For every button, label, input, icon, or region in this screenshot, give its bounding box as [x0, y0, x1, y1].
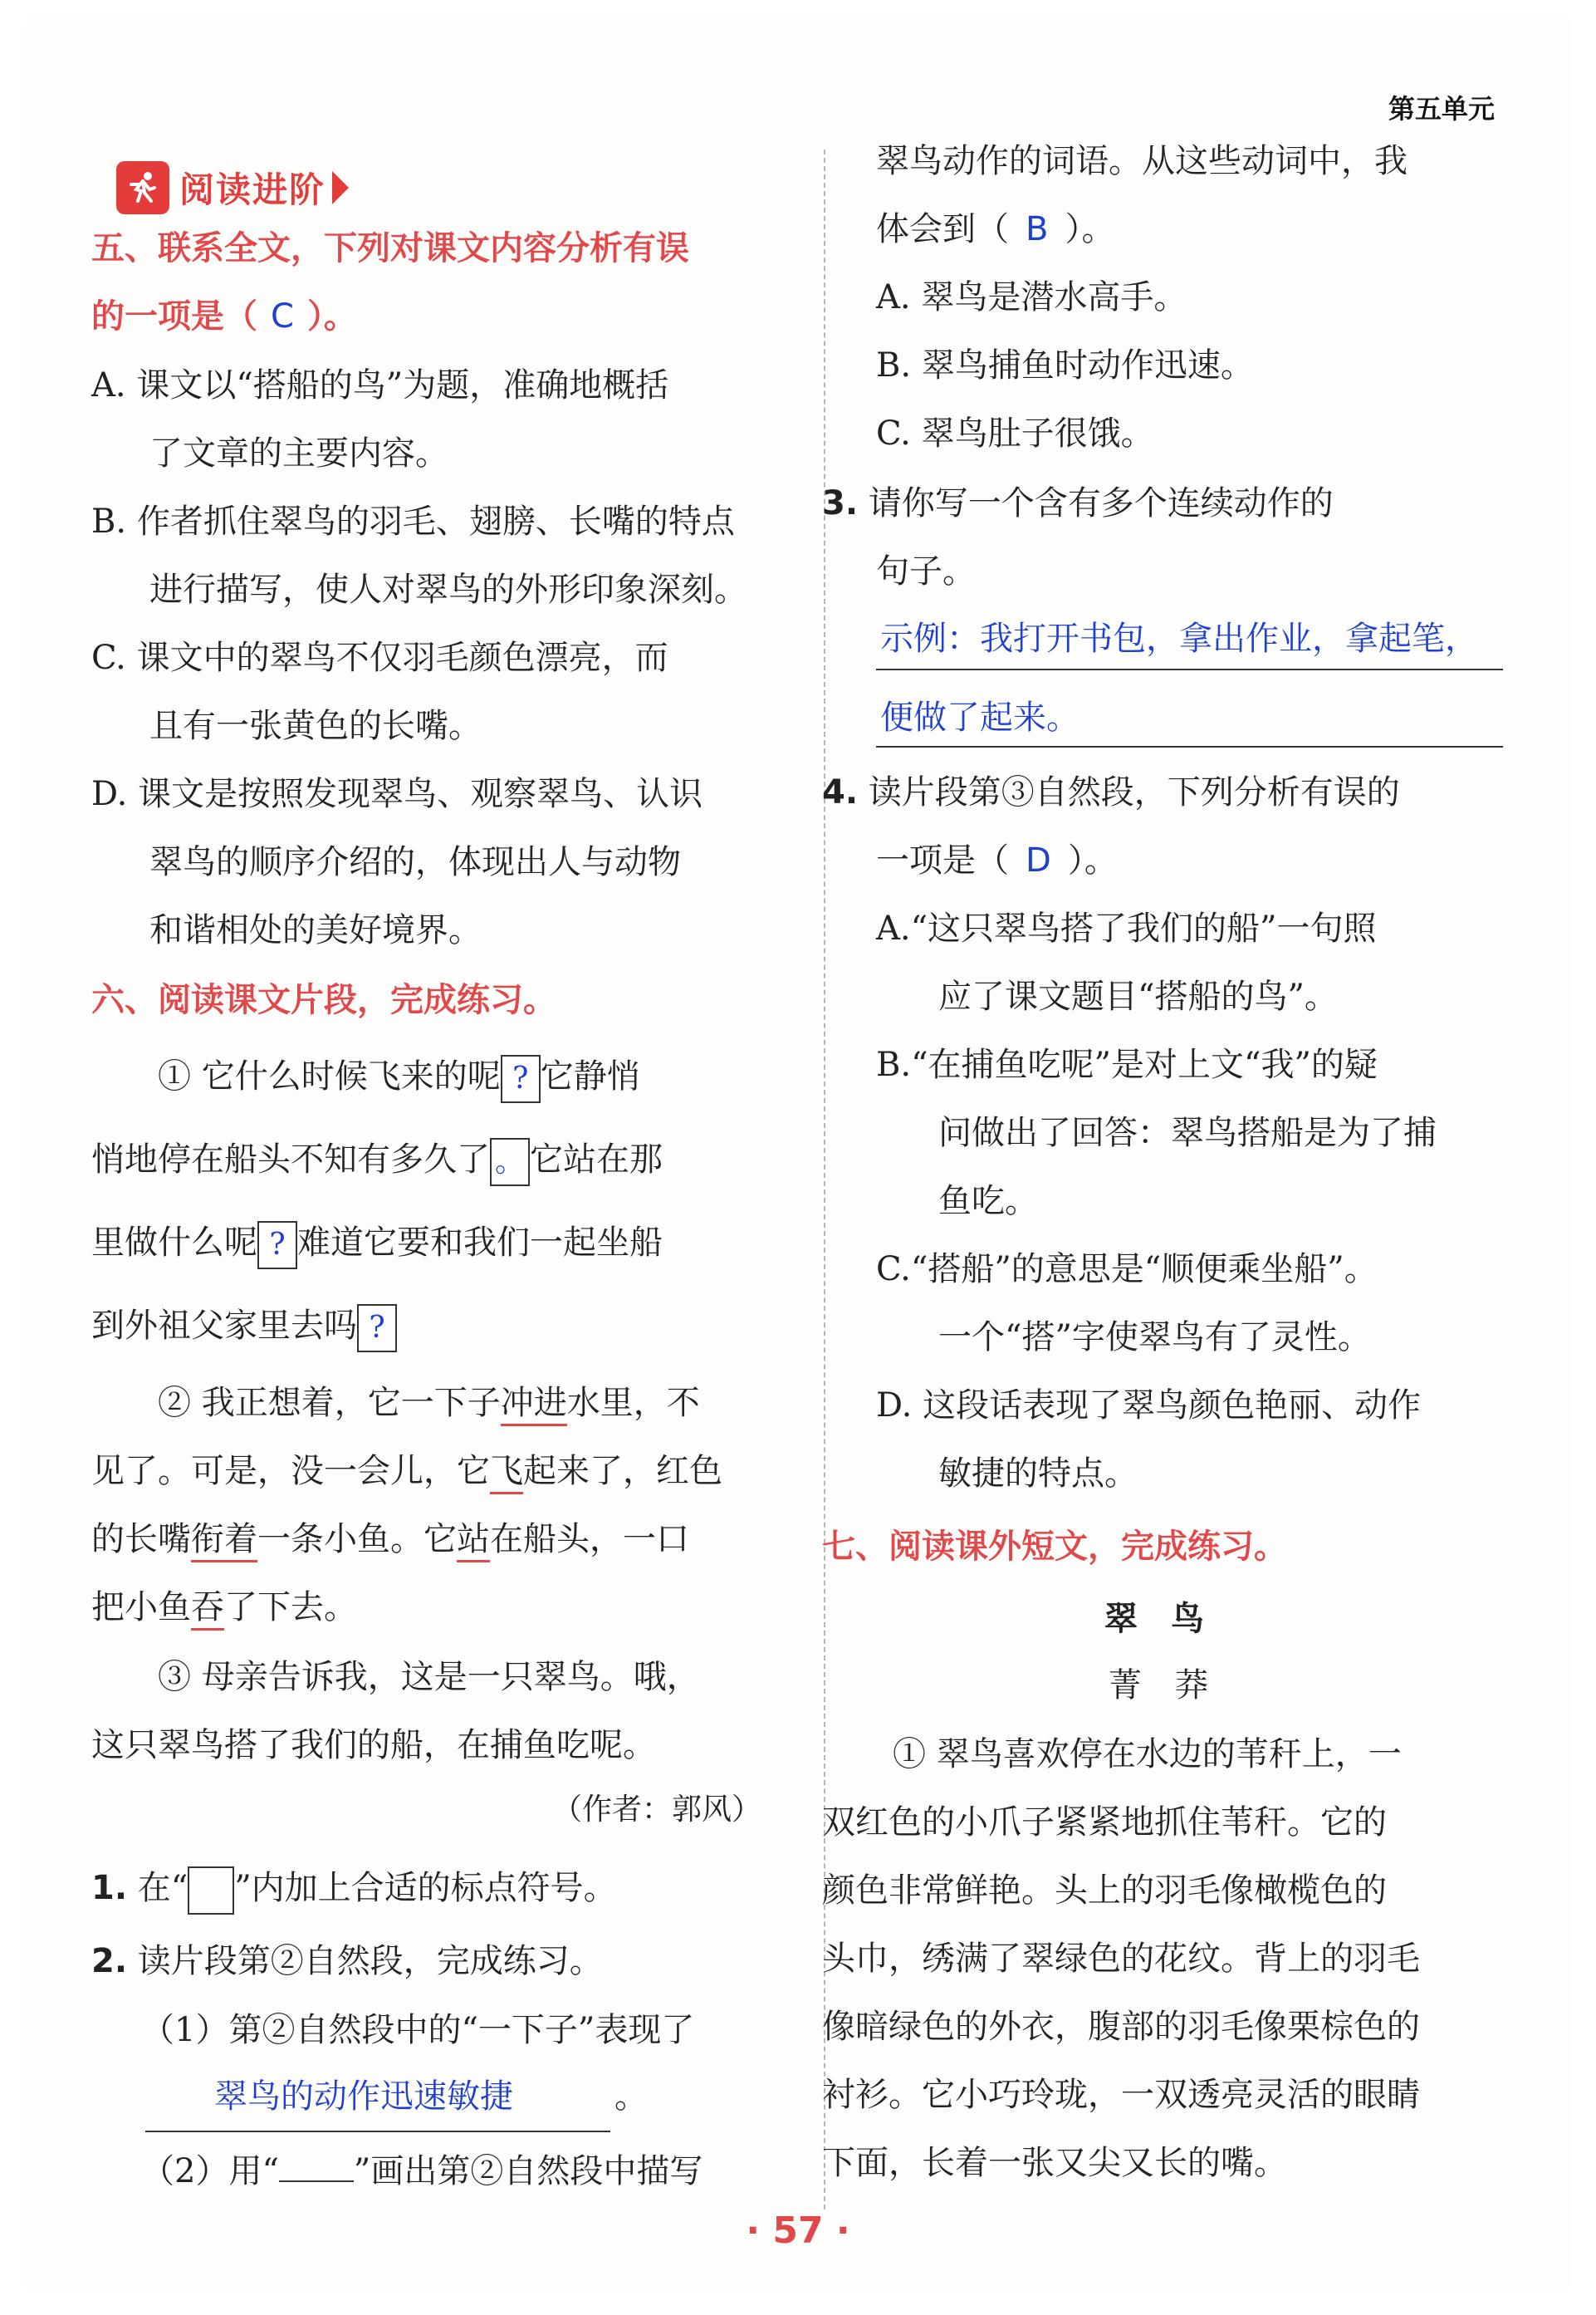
essay-line5: 像暗绿色的外衣，腹部的羽毛像栗棕色的	[822, 2008, 1420, 2046]
subq4-option-b: B.“在捕鱼吃呢”是对上文“我”的疑	[876, 1046, 1378, 1084]
underlined-verb: 吞	[191, 1588, 224, 1631]
essay-author: 菁 莽	[1109, 1666, 1208, 1704]
passage-p1-line2: 悄地停在船头不知有多久了 。 它站在那	[91, 1138, 663, 1186]
passage-p2-line4: 把小鱼吞了下去。	[91, 1587, 357, 1627]
subq4-option-c-cont: 一个“搭”字使翠鸟有了灵性。	[938, 1318, 1371, 1356]
section-badge-label: 阅读进阶	[179, 169, 326, 210]
subq3-line1: 3. 请你写一个含有多个连续动作的	[822, 484, 1334, 522]
sample-box	[188, 1866, 234, 1915]
punct-box-4[interactable]: ?	[357, 1304, 397, 1352]
passage-p2-line2: 见了。可是，没一会儿，它飞起来了，红色	[91, 1451, 722, 1491]
passage-p2-line3: 的长嘴衔着一条小鱼。它站在船头，一口	[91, 1519, 689, 1559]
q7-title: 七、阅读课外短文，完成练习。	[822, 1528, 1287, 1566]
answer-line	[876, 746, 1503, 748]
q5-option-b: B. 作者抓住翠鸟的羽毛、翅膀、长嘴的特点	[91, 503, 735, 541]
q5-option-d-cont2: 和谐相处的美好境界。	[149, 911, 482, 949]
subq2-2-option-a: A. 翠鸟是潜水高手。	[876, 278, 1187, 316]
passage-p3-line2: 这只翠鸟搭了我们的船，在捕鱼吃呢。	[91, 1726, 656, 1764]
subq2-2-cont: 翠鸟动作的词语。从这些动词中，我	[876, 142, 1408, 180]
punct-box-2[interactable]: 。	[490, 1138, 530, 1186]
subq3-answer-line1[interactable]: 示例：我打开书包，拿出作业，拿起笔，	[880, 620, 1478, 658]
essay-line2: 双红色的小爪子紧紧地抓住苇秆。它的	[822, 1803, 1387, 1842]
q5-option-d-cont1: 翠鸟的顺序介绍的，体现出人与动物	[149, 843, 681, 881]
q5-title-line2: 的一项是（ C ）。	[91, 297, 357, 336]
subq2-2-option-b: B. 翠鸟捕鱼时动作迅速。	[876, 346, 1254, 385]
essay-line4: 头巾，绣满了翠绿色的花纹。背上的羽毛	[822, 1940, 1420, 1978]
passage-p1-line4: 到外祖父家里去吗 ?	[91, 1304, 397, 1352]
underlined-verb: 站	[457, 1520, 490, 1562]
punct-box-1[interactable]: ?	[501, 1055, 541, 1103]
subq2-1-end: 。	[614, 2077, 648, 2116]
passage-p3-line1: ③ 母亲告诉我，这是一只翠鸟。哦，	[158, 1658, 700, 1696]
q5-option-c-cont: 且有一张黄色的长嘴。	[149, 707, 482, 745]
subq1: 1. 在“ ”内加上合适的标点符号。	[91, 1866, 617, 1915]
q6-title: 六、阅读课文片段，完成练习。	[91, 981, 556, 1019]
subq3-line2: 句子。	[876, 552, 976, 591]
subq4-option-a: A.“这只翠鸟搭了我们的船”一句照	[876, 910, 1377, 948]
passage-p2-line1: ② 我正想着，它一下子冲进水里，不	[158, 1383, 700, 1423]
q5-option-d: D. 课文是按照发现翠鸟、观察翠鸟、认识	[91, 775, 703, 813]
passage-author: （作者：郭风）	[552, 1793, 762, 1827]
subq4-option-d: D. 这段话表现了翠鸟颜色艳丽、动作	[876, 1386, 1422, 1425]
essay-line7: 下面，长着一张又尖又长的嘴。	[822, 2144, 1287, 2182]
subq2-2: （2）用“ ”画出第②自然段中描写	[141, 2152, 703, 2190]
subq4-line2: 一项是（ D ）。	[876, 841, 1118, 880]
subq4-option-d-cont: 敏捷的特点。	[938, 1454, 1138, 1493]
subq4-option-b-cont2: 鱼吃。	[938, 1182, 1038, 1220]
punct-box-3[interactable]: ?	[257, 1221, 297, 1269]
subq3-answer-line2[interactable]: 便做了起来。	[880, 699, 1080, 737]
q5-option-b-cont: 进行描写，使人对翠鸟的外形印象深刻。	[149, 571, 747, 609]
q5-option-a: A. 课文以“搭船的鸟”为题，准确地概括	[91, 366, 669, 405]
subq2-1: （1）第②自然段中的“一下子”表现了	[141, 2011, 695, 2049]
subq4-option-b-cont1: 问做出了回答：翠鸟搭船是为了捕	[938, 1114, 1437, 1152]
subq2-2-answer: B	[1026, 210, 1049, 248]
subq2-1-answer[interactable]: 翠鸟的动作迅速敏捷	[214, 2077, 513, 2116]
subq2: 2. 读片段第②自然段，完成练习。	[91, 1942, 603, 1980]
passage-p1-line1: ① 它什么时候飞来的呢 ? 它静悄	[158, 1055, 640, 1103]
underlined-verb: 冲进	[501, 1384, 567, 1426]
q5-option-c: C. 课文中的翠鸟不仅羽毛颜色漂亮，而	[91, 639, 668, 677]
page-number: · 57 ·	[746, 2210, 850, 2252]
answer-line	[145, 2131, 610, 2132]
badge-arrow-icon	[332, 171, 349, 204]
q5-option-a-cont: 了文章的主要内容。	[149, 434, 448, 473]
answer-line	[876, 669, 1503, 670]
section-badge	[116, 158, 349, 218]
running-person-icon	[116, 161, 169, 214]
underlined-verb: 衔着	[191, 1520, 257, 1562]
subq2-2-line2: 体会到（ B ）。	[876, 210, 1115, 248]
passage-p1-line3: 里做什么呢 ? 难道它要和我们一起坐船	[91, 1221, 663, 1269]
subq4-option-c: C.“搭船”的意思是“顺便乘坐船”。	[876, 1250, 1378, 1288]
essay-title: 翠 鸟	[1104, 1600, 1204, 1638]
unit-title: 第五单元	[1388, 93, 1495, 125]
subq4-option-a-cont: 应了课文题目“搭船的鸟”。	[938, 978, 1338, 1016]
essay-line6: 衬衫。它小巧玲珑，一双透亮灵活的眼睛	[822, 2076, 1420, 2114]
q5-title-line1: 五、联系全文，下列对课文内容分析有误	[91, 229, 689, 267]
subq2-2-option-c: C. 翠鸟肚子很饿。	[876, 414, 1154, 453]
essay-line3: 颜色非常鲜艳。头上的羽毛像橄榄色的	[822, 1871, 1387, 1910]
subq4-answer: D	[1026, 841, 1051, 880]
q5-answer: C	[271, 297, 294, 336]
subq4-line1: 4. 读片段第③自然段，下列分析有误的	[822, 773, 1400, 812]
underlined-verb: 飞	[490, 1452, 523, 1494]
essay-line1: ① 翠鸟喜欢停在水边的苇秆上，一	[893, 1735, 1402, 1773]
